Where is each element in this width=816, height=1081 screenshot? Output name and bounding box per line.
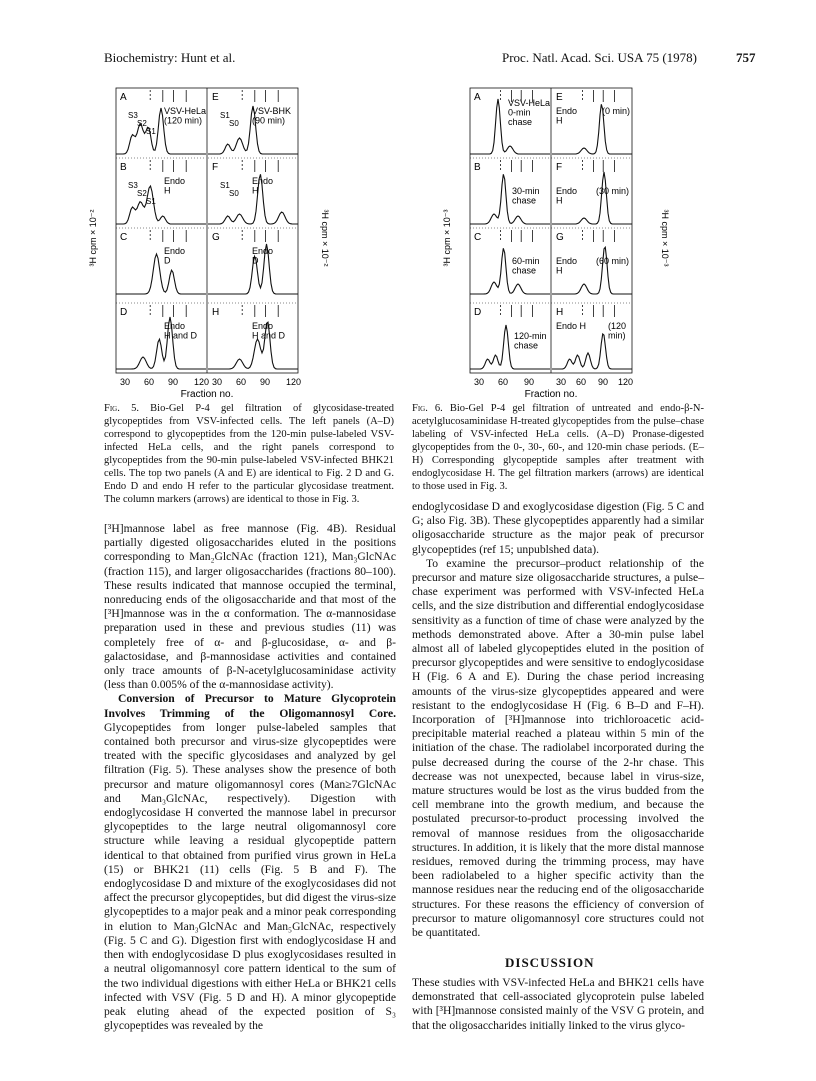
fig5-label-D: Endo H and D: [164, 321, 198, 341]
discussion-paragraph: These studies with VSV-infected HeLa and BHK21 cells have demonstrated that cell-associated glycoprotein pulse labeled with [³H]mannose consisted mainly of the VSV G protein, and that the oligosaccharides initially linked to the virus glyco-: [412, 976, 704, 1032]
fig5-panel-F: F: [212, 162, 219, 173]
fig5-label-A: VSV-HeLa (120 min): [164, 106, 207, 126]
fig5-ylabel-left: ³H cpm × 10⁻²: [88, 209, 98, 267]
fig5-xtick-1: 60: [144, 377, 155, 387]
fig5-peak-E-1: S0: [229, 119, 239, 128]
fig5-peak-F-0: S1: [220, 181, 230, 190]
left-paragraph-1: [³H]mannose label as free mannose (Fig. 4B). Residual partially digested oligosaccharides eluted in the positions corresponding to Man₂GlcNAc (fraction 121), Man₃GlcNAc (fraction 115), and larger oligosaccharides (fractions 80–100). These results indicated that mannose occupied the terminal, nonreducing ends of the oligosaccharide and that most of the [³H]mannose was in the α conformation. The α-mannosidase preparation used in these and previous studies (11) was completely free of α- and β-glucosidase, α- and β-galactosidase, and β-mannosidase activities and contained only trace amounts of β-N-acetylglucosaminidase activity (less than 0.005% of the α-mannosidase activity).: [104, 522, 396, 692]
fig6-xtick-4: 60: [576, 377, 587, 387]
left-paragraph-2-text: Glycopeptides from longer pulse-labeled samples that contained both precursor and virus-size glycopeptides were treated with the specific glycosidases and analyzed by gel filtration (Fig. 5). These analyses show the presence of both precursor and mature oligomannosyl cores (Man≥7GlcNAc and Man₃GlcNAc, respectively). Digestion with endoglycosidase H converted the mannose label in precursor glycopeptides to the large neutral oligomannosyl core structure while leaving a residual glycopeptide pattern identical to that obtained from purified virus grown in HeLa (15) or BHK21 (11) cells (Fig. 5 B and F). The endoglycosidase D and mixture of the exoglycosidases did not affect the precursor glycopeptides, but did digest the virus-size glycopeptides to a major peak and a minor peak corresponding in elution to Man₃GlcNAc and Man₅GlcNAc, respectively (Fig. 5 C and G). Digestion first with endoglycosidase H and then with endoglycosidase D plus exoglycosidases resulted in a neutral oligomannosyl core pattern identical to the sum of the two individual digestions with either HeLa or BHK21 cells infected with VSV (Fig. 5 D and H). A minor glycopeptide peak eluting ahead of the expected position of S₃ glycopeptides was revealed by the: [104, 720, 396, 1033]
fig6-letter-F: F: [556, 162, 563, 173]
fig6-letter-D: D: [474, 307, 482, 318]
figure-6-caption-text: Bio-Gel P-4 gel filtration of untreated and endo-β-N-acetylglucosaminidase H-treated glycopeptides from the pulse–chase labeling of VSV-infected HeLa cells. (A–D) Pronase-digested glycopeptides from the 0-, 30-, 60-, and 120-min chase periods. (E–H) Corresponding glycopeptide samples after treatment with endoglycosidase H. The gel filtration markers (arrows) are identical to those used in Fig. 3.: [412, 403, 704, 492]
figure-5-caption: [104, 402, 394, 506]
fig5-ylabel-right: ³H cpm × 10⁻²: [320, 209, 330, 267]
fig6-label-H: Endo H: [556, 321, 587, 331]
fig5-panel-E: E: [212, 92, 219, 103]
running-head-left: Biochemistry: Hunt et al.: [104, 50, 236, 65]
figure-5-caption-text: Bio-Gel P-4 gel filtration of glycosidase-treated glycopeptides from VSV-infected cells. The left panels (A–D) correspond to glycopeptides from the 120-min pulse-labeled VSV-infected HeLa cells, and the right panels correspond to glycopeptides from the 90-min pulse-labeled VSV-infected BHK21 cells. The top two panels (A and E) are identical to Fig. 2 D and G. Endo D and endo H refer to the particular glycosidase treatment. The column markers (arrows) are identical to those in Fig. 3.: [104, 403, 395, 505]
fig6-trace-right-2: [552, 247, 632, 294]
right-paragraph-2: To examine the precursor–product relationship of the precursor and mature size oligosaccharide structures, a pulse–chase experiment was performed with VSV-infected HeLa cells, and the size distribution and differential endoglycosidase sensitivity as a function of time of chase were analyzed by the methods demonstrated above. After a 30-min pulse label almost all of labeled glycopeptides eluted in the position of precursor glycopeptides and were sensitive to endoglycosidase H (Fig. 6 A and E). During the chase period increasing amounts of the virus-size glycopeptides appeared and were resistant to the endoglycosidase H (Fig. 6 B–D and F–H). Incorporation of [³H]mannose into trichloroacetic acid-precipitable material reached a plateau within 5 min of the initiation of the chase. The radiolabel incorporated during the pulse decreased during the course of the 2-hr chase. This decrease was not unexpected, because label in virus-size, mature structures would be lost as the virus budded from the cell membrane into the growth medium, and because the postulated precursor-to-product processing involved the removal of mannose residues from the oligosaccharide structures. In addition, it is likely that the more distal mannose residues, removed during the trimming process, may have been radiolabeled to a higher specific activity than the mannose residues near the reducing end of the oligosaccharide structures. For these reasons the efficiency of conversion of precursor to mature oligomannosyl core structures could not be quantitated.: [412, 556, 704, 940]
fig5-trace-D: [116, 317, 206, 369]
figure-6-caption: [412, 402, 704, 493]
fig6-xtick-2: 90: [524, 377, 535, 387]
fig6-label-C: 60-min chase: [512, 256, 540, 276]
fig6-letter-H: H: [556, 307, 564, 318]
fig6-label-H2: (120 min): [608, 321, 627, 341]
fig5-peak-B-1: S2: [137, 189, 147, 198]
fig6-ylabel-right: ³H cpm × 10⁻³: [660, 209, 670, 267]
fig6-label-A: VSV-HeLa 0-min chase: [508, 98, 551, 127]
fig5-peak-A-2: S1: [146, 127, 156, 136]
fig5-xtick-3: 120: [194, 377, 210, 387]
fig5-label-C: Endo D: [164, 246, 186, 266]
fig6-xtick-6: 120: [618, 377, 634, 387]
fig6-ylabel-left: ³H cpm × 10⁻³: [442, 209, 452, 267]
fig5-peak-F-1: S0: [229, 189, 239, 198]
fig6-letter-A: A: [474, 92, 481, 103]
fig5-xtick-5: 60: [236, 377, 247, 387]
fig5-xtick-6: 90: [260, 377, 271, 387]
fig6-letter-C: C: [474, 232, 482, 243]
fig6-letter-G: G: [556, 232, 564, 243]
page-number: 757: [736, 50, 756, 65]
fig5-peak-A-1: S2: [137, 119, 147, 128]
figure-5-caption-lead: Fig. 5.: [104, 403, 139, 414]
fig5-xtick-2: 90: [168, 377, 179, 387]
fig6-xlabel: Fraction no.: [524, 389, 578, 398]
fig5-xtick-0: 30: [120, 377, 131, 387]
fig6-label-E2: (0 min): [602, 106, 631, 116]
fig6-xtick-3: 30: [556, 377, 567, 387]
fig6-xtick-1: 60: [498, 377, 509, 387]
fig6-label-F: Endo H: [556, 186, 578, 206]
fig5-xlabel: Fraction no.: [180, 389, 234, 398]
fig5-label-B: Endo H: [164, 176, 186, 196]
fig5-panel-H: H: [212, 307, 220, 318]
fig6-letter-B: B: [474, 162, 481, 173]
fig5-trace-B: [116, 186, 206, 224]
fig6-label-B: 30-min chase: [512, 186, 540, 206]
section-heading: Conversion of Precursor to Mature Glycoprotein Involves Trimming of the Oligomannosyl Core.: [104, 692, 396, 720]
fig6-xtick-5: 90: [598, 377, 609, 387]
figure-6: [440, 78, 690, 398]
fig5-trace-C: [116, 254, 206, 294]
figure-6-caption-lead: Fig. 6.: [412, 403, 443, 414]
discussion-heading: DISCUSSION: [505, 955, 595, 970]
fig5-panel-D: D: [120, 307, 128, 318]
fig6-label-G2: (60 min): [596, 256, 630, 266]
fig5-label-G: Endo D: [252, 246, 274, 266]
fig5-label-F: Endo H: [252, 176, 274, 196]
left-paragraph-2: [104, 692, 396, 1033]
fig6-trace-right-1: [552, 172, 632, 224]
fig6-label-F2: (30 min): [596, 186, 630, 196]
fig5-peak-E-0: S1: [220, 111, 230, 120]
fig5-label-E: VSV-BHK (90 min): [252, 106, 292, 126]
fig5-panel-C: C: [120, 232, 128, 243]
left-column: [104, 522, 396, 1033]
fig5-xtick-7: 120: [286, 377, 302, 387]
right-paragraph-1: endoglycosidase D and exoglycosidase digestion (Fig. 5 C and G; also Fig. 3B). These glycopeptides apparently had a similar oligosaccharide structure as the major peak of precursor glycopeptides (ref 15; unpublshed data).: [412, 500, 704, 556]
fig6-xtick-0: 30: [474, 377, 485, 387]
fig6-label-G: Endo H: [556, 256, 578, 276]
fig5-xtick-4: 30: [212, 377, 223, 387]
fig6-letter-E: E: [556, 92, 563, 103]
running-head-right: Proc. Natl. Acad. Sci. USA 75 (1978): [502, 50, 697, 65]
fig5-peak-A-0: S3: [128, 111, 138, 120]
figure-5: [86, 78, 336, 398]
fig6-trace-left-1: [470, 174, 550, 224]
fig6-label-E: Endo H: [556, 106, 578, 126]
fig6-label-D: 120-min chase: [514, 331, 547, 351]
discussion-column: [412, 976, 704, 1033]
fig5-label-H: Endo H and D: [252, 321, 286, 341]
fig5-panel-G: G: [212, 232, 220, 243]
fig5-panel-A: A: [120, 92, 127, 103]
fig5-panel-B: B: [120, 162, 127, 173]
fig5-peak-B-2: S1: [146, 197, 156, 206]
right-column: [412, 500, 704, 940]
fig5-peak-B-0: S3: [128, 181, 138, 190]
